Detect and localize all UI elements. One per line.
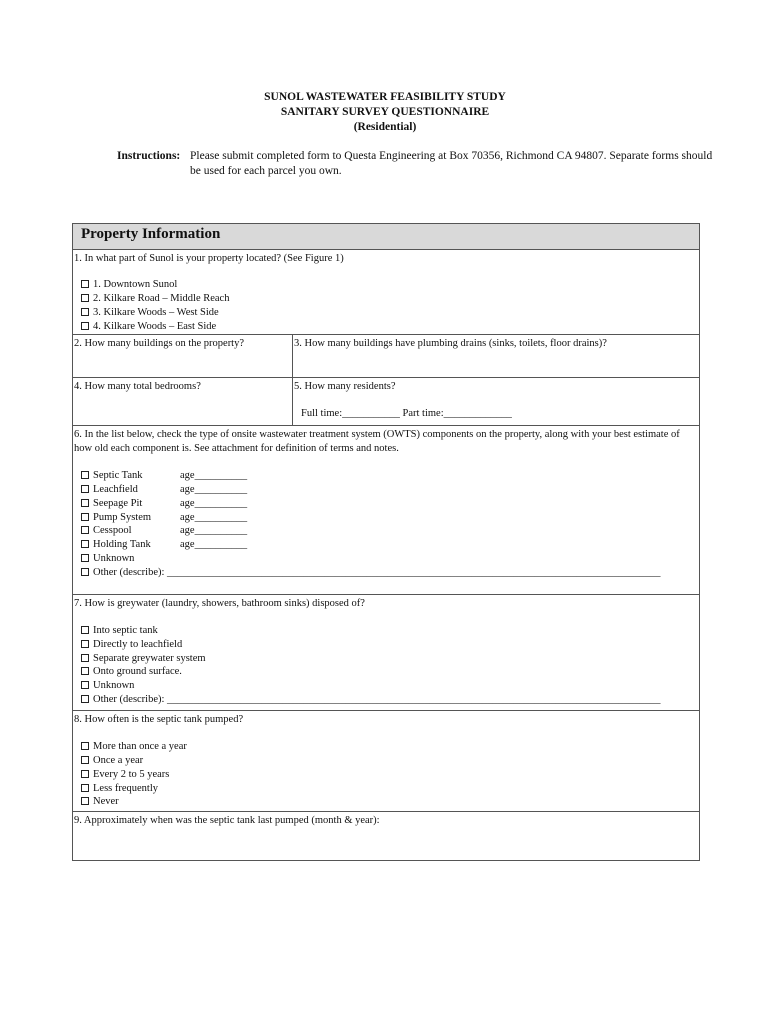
section-header (73, 224, 699, 250)
q1-option-3[interactable] (81, 306, 219, 320)
q8-option-5[interactable] (81, 795, 119, 809)
checkbox[interactable] (81, 294, 89, 302)
option-label: Holding Tank (93, 539, 151, 550)
age-field[interactable]: age__________ (180, 539, 248, 550)
checkbox[interactable] (81, 695, 89, 703)
question-1-text: 1. In what part of Sunol is your property located? (See Figure 1) (74, 253, 344, 264)
option-label: Cesspool (93, 525, 132, 536)
question-6-text: 6. In the list below, check the type of onsite wastewater treatment system (OWTS) components on the property, along with your best estimate of how old each component is. See attachment for definition of terms and notes. (74, 429, 680, 454)
option-label: 1. Downtown Sunol (93, 279, 178, 290)
checkbox[interactable] (81, 554, 89, 562)
age-field[interactable]: age__________ (180, 484, 248, 495)
option-label: Unknown (93, 680, 135, 691)
q1-option-2[interactable] (81, 292, 229, 306)
q8-option-1[interactable] (81, 740, 187, 754)
checkbox[interactable] (81, 308, 89, 316)
option-label: Separate greywater system (93, 653, 206, 664)
question-4-text: 4. How many total bedrooms? (74, 381, 201, 392)
property-information-form (72, 223, 700, 861)
checkbox[interactable] (81, 756, 89, 764)
question-1 (73, 250, 699, 335)
option-label: Into septic tank (93, 625, 158, 636)
checkbox[interactable] (81, 640, 89, 648)
q8-option-3[interactable] (81, 768, 169, 782)
option-label: More than once a year (93, 741, 187, 752)
checkbox[interactable] (81, 280, 89, 288)
option-label: 4. Kilkare Woods – East Side (93, 321, 217, 332)
instructions-text: Please submit completed form to Questa Engineering at Box 70356, Richmond CA 94807. Separate forms should be used for each parcel you own. (190, 150, 713, 177)
checkbox[interactable] (81, 499, 89, 507)
option-label: Seepage Pit (93, 498, 143, 509)
section-title: Property Information (81, 226, 221, 242)
q7-option-5[interactable] (81, 679, 134, 693)
question-9-text: 9. Approximately when was the septic tank last pumped (month & year): (74, 815, 380, 826)
option-label: Every 2 to 5 years (93, 769, 170, 780)
q1-option-4[interactable] (81, 320, 216, 334)
age-field[interactable]: age__________ (180, 498, 248, 509)
option-label: 3. Kilkare Woods – West Side (93, 307, 219, 318)
checkbox[interactable] (81, 784, 89, 792)
option-label: Other (describe): ______________________________________________________________________________________________ (93, 694, 661, 705)
option-label: Directly to leachfield (93, 639, 183, 650)
q1-option-1[interactable] (81, 278, 177, 292)
header-title: SUNOL WASTEWATER FEASIBILITY STUDY (264, 91, 506, 103)
question-8-text: 8. How often is the septic tank pumped? (74, 714, 244, 725)
option-label: Leachfield (93, 484, 138, 495)
age-field[interactable]: age__________ (180, 512, 248, 523)
option-label: Septic Tank (93, 470, 143, 481)
checkbox[interactable] (81, 654, 89, 662)
q7-option-other[interactable] (81, 693, 693, 707)
document-header (0, 90, 770, 135)
checkbox[interactable] (81, 513, 89, 521)
checkbox[interactable] (81, 797, 89, 805)
header-subtitle: SANITARY SURVEY QUESTIONNAIRE (280, 106, 490, 118)
option-label: 2. Kilkare Road – Middle Reach (93, 293, 230, 304)
checkbox[interactable] (81, 540, 89, 548)
q6-option-seepage-pit[interactable] (81, 497, 142, 511)
q6-option-other[interactable] (81, 566, 693, 580)
checkbox[interactable] (81, 322, 89, 330)
checkbox[interactable] (81, 485, 89, 493)
option-label: Never (93, 796, 119, 807)
q7-option-4[interactable] (81, 665, 182, 679)
option-label: Unknown (93, 553, 135, 564)
q7-option-3[interactable] (81, 652, 206, 666)
residents-fields[interactable]: Full time:___________ Part time:_____________ (301, 408, 512, 419)
option-label: Pump System (93, 512, 152, 523)
option-label: Less frequently (93, 783, 159, 794)
q6-option-holding-tank[interactable] (81, 538, 151, 552)
option-label: Onto ground surface. (93, 666, 182, 677)
question-9[interactable] (73, 812, 699, 860)
checkbox[interactable] (81, 568, 89, 576)
question-2-text: 2. How many buildings on the property? (74, 338, 245, 349)
q6-option-leachfield[interactable] (81, 483, 138, 497)
question-5 (293, 378, 699, 426)
q8-option-2[interactable] (81, 754, 143, 768)
checkbox[interactable] (81, 471, 89, 479)
q6-option-pump-system[interactable] (81, 511, 151, 525)
q6-option-unknown[interactable] (81, 552, 134, 566)
checkbox[interactable] (81, 526, 89, 534)
q8-option-4[interactable] (81, 782, 158, 796)
checkbox[interactable] (81, 667, 89, 675)
checkbox[interactable] (81, 742, 89, 750)
question-6 (73, 426, 699, 595)
question-5-text: 5. How many residents? (294, 381, 396, 392)
question-3[interactable] (293, 335, 699, 378)
question-8 (73, 711, 699, 812)
checkbox[interactable] (81, 681, 89, 689)
option-label: Other (describe): ______________________________________________________________________________________________ (93, 567, 661, 578)
q6-option-septic-tank[interactable] (81, 469, 143, 483)
age-field[interactable]: age__________ (180, 470, 248, 481)
age-field[interactable]: age__________ (180, 525, 248, 536)
question-3-text: 3. How many buildings have plumbing drains (sinks, toilets, floor drains)? (294, 338, 607, 349)
question-2[interactable] (73, 335, 293, 378)
q7-option-1[interactable] (81, 624, 158, 638)
q6-option-cesspool[interactable] (81, 524, 132, 538)
question-7 (73, 595, 699, 711)
q7-option-2[interactable] (81, 638, 182, 652)
header-type: (Residential) (353, 121, 417, 133)
option-label: Once a year (93, 755, 144, 766)
checkbox[interactable] (81, 626, 89, 634)
question-4[interactable] (73, 378, 293, 426)
instructions-label: Instructions: (117, 150, 181, 162)
checkbox[interactable] (81, 770, 89, 778)
question-7-text: 7. How is greywater (laundry, showers, bathroom sinks) disposed of? (74, 598, 365, 609)
